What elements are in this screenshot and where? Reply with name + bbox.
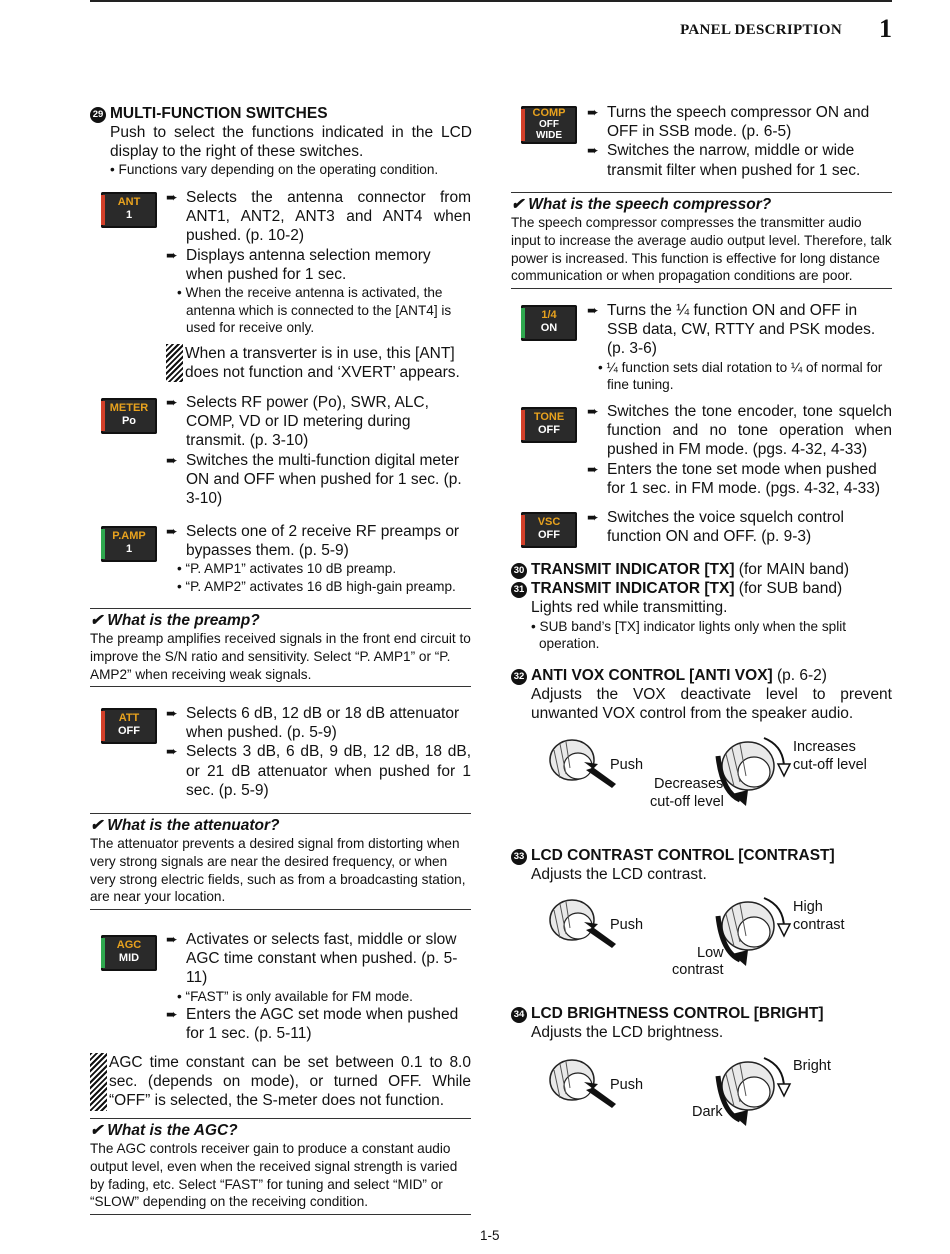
list-item: ➨ Turns the ¼ function ON and OFF in SSB data, CW, RTTY and PSK modes. (p. 3-6)	[587, 302, 876, 358]
arrow-icon: ➨	[166, 1006, 178, 1023]
arrow-icon: ➨	[587, 142, 599, 159]
anti-vox-text: Adjusts the VOX deactivate level to prevent unwanted VOX control from the speaker audio.	[531, 686, 892, 723]
agc-note: AGC time constant can be set between 0.1 to 8.0 sec. (depends on mode), or turned OFF. While “OFF” is selected, the S-meter does not function.	[90, 1053, 471, 1111]
bright-label: Bright	[793, 1058, 831, 1074]
low-contrast-label-2: contrast	[672, 962, 724, 978]
arrow-icon: ➨	[166, 246, 178, 263]
heading-transmit-sub: 31 TRANSMIT INDICATOR [TX] (for SUB band)	[511, 579, 892, 598]
comp-description	[587, 103, 892, 180]
heading-brightness: 34 LCD BRIGHTNESS CONTROL [BRIGHT]	[511, 1004, 892, 1023]
anti-vox-section	[511, 666, 892, 724]
page-number: 1-5	[480, 1228, 500, 1243]
list-item: ➨ Turns the speech compressor ON and OFF in SSB mode. (p. 6-5)	[587, 104, 870, 141]
push-label: Push	[610, 757, 644, 773]
heading-transmit-main: 30 TRANSMIT INDICATOR [TX] (for MAIN band)	[511, 560, 892, 579]
contrast-text: Adjusts the LCD contrast.	[531, 866, 707, 884]
meter-switch-icon: METER Po	[101, 398, 157, 434]
arrow-icon: ➨	[587, 460, 599, 477]
note-icon	[166, 344, 183, 382]
arrow-icon: ➨	[166, 705, 178, 721]
brightness-knob-figure	[540, 1048, 800, 1140]
increase-label: Increases	[793, 739, 856, 755]
high-contrast-label-2: contrast	[793, 917, 845, 933]
preamp-info-box: ✔ What is the preamp? The preamp amplifies received signals in the front end circuit to improve the S/N ratio and sensitivity. Select “P. AMP1” or “P. AMP2” when receiving weak signals.	[90, 608, 471, 687]
list-item: ➨ Enters the AGC set mode when pushed for 1 sec. (p. 5-11)	[166, 1006, 459, 1043]
list-item: ➨ Selects RF power (Po), SWR, ALC, COMP, VD or ID metering during transmit. (p. 3-10)	[166, 394, 429, 450]
compressor-info-box: ✔ What is the speech compressor? The speech compressor compresses the transmitter audio input to increase the average audio output level. Therefore, talk power is increased. This function is effective for long distance communication or when propagation conditions are poor.	[511, 192, 892, 289]
heading-multi-function-switches: 29 MULTI-FUNCTION SWITCHES	[90, 104, 472, 123]
arrow-icon: ➨	[587, 104, 599, 120]
tone-switch-icon: TONE OFF	[521, 407, 577, 443]
att-switch-icon: ATT OFF	[101, 708, 157, 744]
intro-text: Push to select the functions indicated in the LCD display to the right of these switches.	[110, 124, 472, 161]
brightness-section	[511, 1004, 892, 1042]
push-label: Push	[610, 1077, 644, 1093]
vsc-switch-icon: VSC OFF	[521, 512, 577, 548]
list-item: ➨ Switches the multi-function digital meter ON and OFF when pushed for 1 sec. (p. 3-10)	[166, 451, 462, 508]
preamp-bullet-2: • “P. AMP2” activates 16 dB high-gain preamp.	[177, 578, 456, 594]
meter-description	[166, 393, 471, 508]
arrow-icon: ➨	[587, 403, 599, 419]
preamp-switch-icon: P.AMP 1	[101, 526, 157, 562]
transmit-indicator-section	[511, 560, 892, 653]
contrast-section	[511, 846, 892, 884]
list-item: ➨ Activates or selects fast, middle or slow AGC time constant when pushed. (p. 5-11)	[166, 931, 458, 987]
intro-bullet: • Functions vary depending on the operating condition.	[110, 162, 439, 178]
arrow-icon: ➨	[166, 931, 178, 947]
att-description	[166, 704, 471, 800]
knob-rotate-icon	[718, 898, 790, 966]
attenuator-info-box: ✔ What is the attenuator? The attenuator prevents a desired signal from distorting when very strong signals are near the desired frequency, or when very strong electric fields, such as from a broadcasting station, are near your location.	[90, 813, 471, 910]
quarter-bullet: • ¼ function sets dial rotation to ¼ of normal for fine tuning.	[598, 359, 883, 393]
list-item: ➨ Displays antenna selection memory when pushed for 1 sec.	[166, 246, 431, 283]
preamp-description	[166, 522, 471, 595]
item-number-29: 29	[90, 107, 106, 123]
decrease-label: Decreases	[654, 776, 724, 792]
list-item: ➨ Selects the antenna connector from ANT1, ANT2, ANT3 and ANT4 when pushed. (p. 10-2)	[166, 189, 471, 245]
agc-description	[166, 930, 471, 1044]
ant-description	[166, 188, 471, 382]
list-item: ➨ Switches the voice squelch control function ON and OFF. (p. 9-3)	[587, 509, 844, 546]
high-contrast-label: High	[793, 899, 823, 915]
list-item: ➨ Selects 3 dB, 6 dB, 9 dB, 12 dB, 18 dB, or 21 dB attenuator when pushed for 1 sec. (p. 5-9)	[166, 743, 471, 799]
dark-label: Dark	[692, 1104, 723, 1120]
list-item: ➨ Switches the tone encoder, tone squelch function and no tone operation when pushed in FM mode. (pgs. 4-32, 4-33)	[587, 403, 892, 459]
arrow-icon: ➨	[166, 189, 178, 205]
note-icon	[90, 1053, 107, 1111]
knob-push-icon	[550, 1060, 616, 1108]
knob-push-icon	[550, 900, 616, 948]
low-contrast-label: Low	[697, 945, 724, 961]
ant-note: When a transverter is in use, this [ANT] does not function and ‘XVERT’ appears.	[166, 344, 471, 382]
decrease-label-2: cut-off level	[650, 794, 724, 810]
increase-label-2: cut-off level	[793, 757, 867, 773]
heading-contrast: 33 LCD CONTRAST CONTROL [CONTRAST]	[511, 846, 892, 865]
transmit-bullet: • SUB band’s [TX] indicator lights only when the split operation.	[531, 618, 847, 652]
section-title: PANEL DESCRIPTION	[680, 22, 842, 38]
comp-switch-icon: COMP OFF WIDE	[521, 106, 577, 144]
brightness-text: Adjusts the LCD brightness.	[531, 1024, 724, 1042]
ant-bullet: • When the receive antenna is activated, the antenna which is connected to the [ANT4] is used for receive only.	[177, 285, 452, 336]
quarter-description	[587, 301, 892, 394]
arrow-icon: ➨	[166, 394, 178, 410]
vsc-description	[587, 508, 892, 546]
arrow-icon: ➨	[166, 451, 178, 468]
arrow-icon: ➨	[166, 743, 178, 760]
chapter-number: 1	[879, 14, 892, 43]
knob-rotate-icon	[718, 1058, 790, 1126]
ant-switch-icon: ANT 1	[101, 192, 157, 228]
knob-push-icon	[550, 740, 616, 788]
tone-description	[587, 402, 892, 498]
quarter-switch-icon: 1/4 ON	[521, 305, 577, 341]
knob-rotate-icon	[718, 738, 790, 806]
arrow-icon: ➨	[587, 302, 599, 318]
list-item: ➨ Enters the tone set mode when pushed for 1 sec. in FM mode. (pgs. 4-32, 4-33)	[587, 460, 881, 497]
agc-switch-icon: AGC MID	[101, 935, 157, 971]
list-item: ➨ Selects 6 dB, 12 dB or 18 dB attenuator when pushed. (p. 5-9)	[166, 705, 460, 742]
preamp-bullet-1: • “P. AMP1” activates 10 dB preamp.	[177, 561, 397, 577]
agc-info-box: ✔ What is the AGC? The AGC controls receiver gain to produce a constant audio output level, even when the received signal strength is varied by fading, etc. Select “FAST” for tuning and select “MID” or “SLOW” depending on the receiving condition.	[90, 1118, 471, 1215]
top-rule	[90, 0, 892, 2]
arrow-icon: ➨	[166, 523, 178, 539]
list-item: ➨ Selects one of 2 receive RF preamps or bypasses them. (p. 5-9)	[166, 523, 460, 560]
list-item: ➨ Switches the narrow, middle or wide transmit filter when pushed for 1 sec.	[587, 142, 861, 179]
arrow-icon: ➨	[587, 509, 599, 525]
transmit-text: Lights red while transmitting.	[531, 599, 728, 617]
agc-bullet: • “FAST” is only available for FM mode.	[177, 988, 413, 1004]
contrast-knob-figure	[540, 888, 800, 980]
push-label: Push	[610, 917, 644, 933]
left-column	[90, 104, 472, 179]
heading-anti-vox: 32 ANTI VOX CONTROL [ANTI VOX] (p. 6-2)	[511, 666, 892, 685]
